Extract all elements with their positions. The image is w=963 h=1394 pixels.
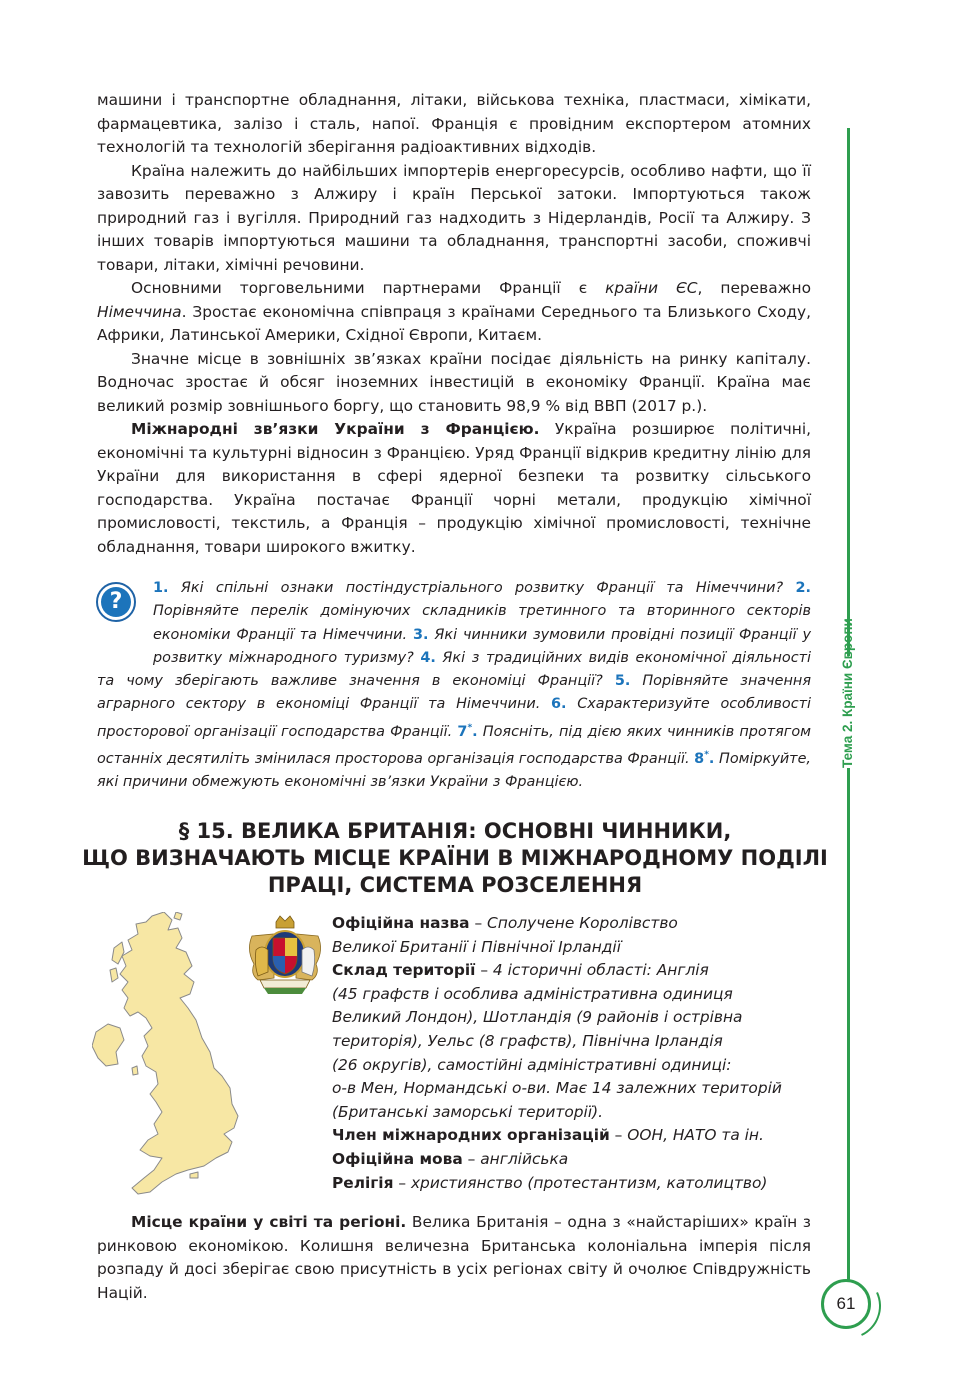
paragraph-place-in-world: Місце країни у світі та регіоні. Велика Британія – одна з «найстаріших» країн з ринковою економікою. Колишня величезна Британська колоніальна імперія після розпаду й досі зберігає свою присутність в усіх регіонах світу й очолює Співдружність Націй. [97,1213,811,1302]
fact-official-name: Офіційна назва – Сполучене Королівство [332,914,678,932]
page-number: 61 [821,1279,871,1329]
paragraph-partners: Основними торговельними партнерами Франції є країни ЄС, переважно Німеччина. Зростає економічна співпраця з країнами Середнього та Близького Сходу, Африки, Латинської Америки, Східної Європи, Китаєм. [97,279,811,344]
question-4: 4. Які з традиційних видів економічної діяльності та чому зберігають важливе значення в економіці Франції? [97,649,811,690]
question-8: 8*. Поміркуйте, які причини обмежують економічні зв’язки України з Францією. [97,749,811,790]
paragraph-import: Країна належить до найбільших імпортерів енергоресурсів, особливо нафти, що її завозить переважно з Алжиру і країн Перської затоки. Імпортуються також природний газ і вугілля. Природний газ надходить з Нідерландів, Росії та Алжиру. З інших товарів імпортуються машини та обладнання, транспортні засоби, споживчі товари, літаки, хімічні речовини. [97,161,811,274]
fact-territory: Склад території – 4 історичні області: Англія [332,961,709,980]
paragraph-export: машини і транспортне обладнання, літаки, військова техніка, пластмаси, хімікати, фармацевтика, залізо і сталь, напої. Франція є провідним експортером атомних технологій та технологій зберігання радіоактивних відходів. [97,91,811,156]
fact-membership: Член міжнародних організацій – ООН, НАТО та ін. [332,1126,764,1145]
question-6: 6. Схарактеризуйте особливості просторової організації господарства Франції. [97,696,811,740]
country-facts: Офіційна назва – Сполучене Королівство Великої Британії і Північної Ірландії Склад території – 4 історичні області: Англія (45 графств і особлива адміністративна одиниця Великий Лондон), Шотландія (9 районів і острівна територія), Уельс (8 графств), Північна Ірландія (26 округів), самостійні адміністративні одиниці: о-в Мен, Нормандські о-ви. Має 14 залежних територій (Британські заморські території). Член міжнародних організацій – ООН, НАТО та ін. Офіційна мова – англійська Релігія – християнство (протестантизм, католицтво) [332,912,832,1195]
question-7: 7*. Поясніть, під дією яких чинників протягом останніх десятиліть змінилася просторова організація господарства Франції. [97,722,811,767]
question-icon: ? [96,582,136,622]
fact-religion: Релігія – християнство (протестантизм, католицтво) [332,1173,768,1192]
uk-map [92,912,240,1202]
paragraph-ukraine-relations: Міжнародні зв’язки України з Францією. Україна розширює політичні, економічні та культурні відносин з Францією. Уряд Франції відкрив кредитну лінію для України для використання в сфері ядерної безпеки та розвитку сільського господарства. Україна постачає Франції чорні метали, продукцію хімічної промисловості, текстиль, а Франція – продукцію хімічної промисловості, технічне обладнання, товари широкого вжитку. [97,420,811,556]
paragraph-capital: Значне місце в зовнішніх зв’язках країни посідає діяльність на ринку капіталу. Водночас зростає й обсяг іноземних інвестицій в економіку Франції. Країна має великий розмір зовнішнього боргу, що становить 98,9 % від ВВП (2017 р.). [97,349,811,415]
sidebar-topic-label: Тема 2. Країни Європи [832,660,864,770]
main-text-top [97,89,811,559]
question-3: 3. Які чинники зумовили провідні позиції Франції у розвитку міжнародного туризму? [153,626,811,666]
question-1: 1. Які спільні ознаки постіндустріального розвитку Франції та Німеччини? [153,580,796,596]
main-text-bottom [97,1211,811,1305]
coat-of-arms [244,914,326,996]
section-title: § 15. ВЕЛИКА БРИТАНІЯ: ОСНОВНІ ЧИННИКИ, ЩО ВИЗНАЧАЮТЬ МІСЦЕ КРАЇНИ В МІЖНАРОДНОМУ ПОДІЛІ ПРАЦІ, СИСТЕМА РОЗСЕЛЕННЯ [82,819,828,897]
fact-language: Офіційна мова – англійська [332,1149,569,1168]
question-2: 2. Порівняйте перелік домінуючих складників третинного та вторинного секторів економіки Франції та Німеччини. [153,580,811,643]
question-5: 5. Порівняйте значення аграрного сектору в економіці Франції та Німеччини. [97,673,811,713]
review-questions [97,577,811,794]
